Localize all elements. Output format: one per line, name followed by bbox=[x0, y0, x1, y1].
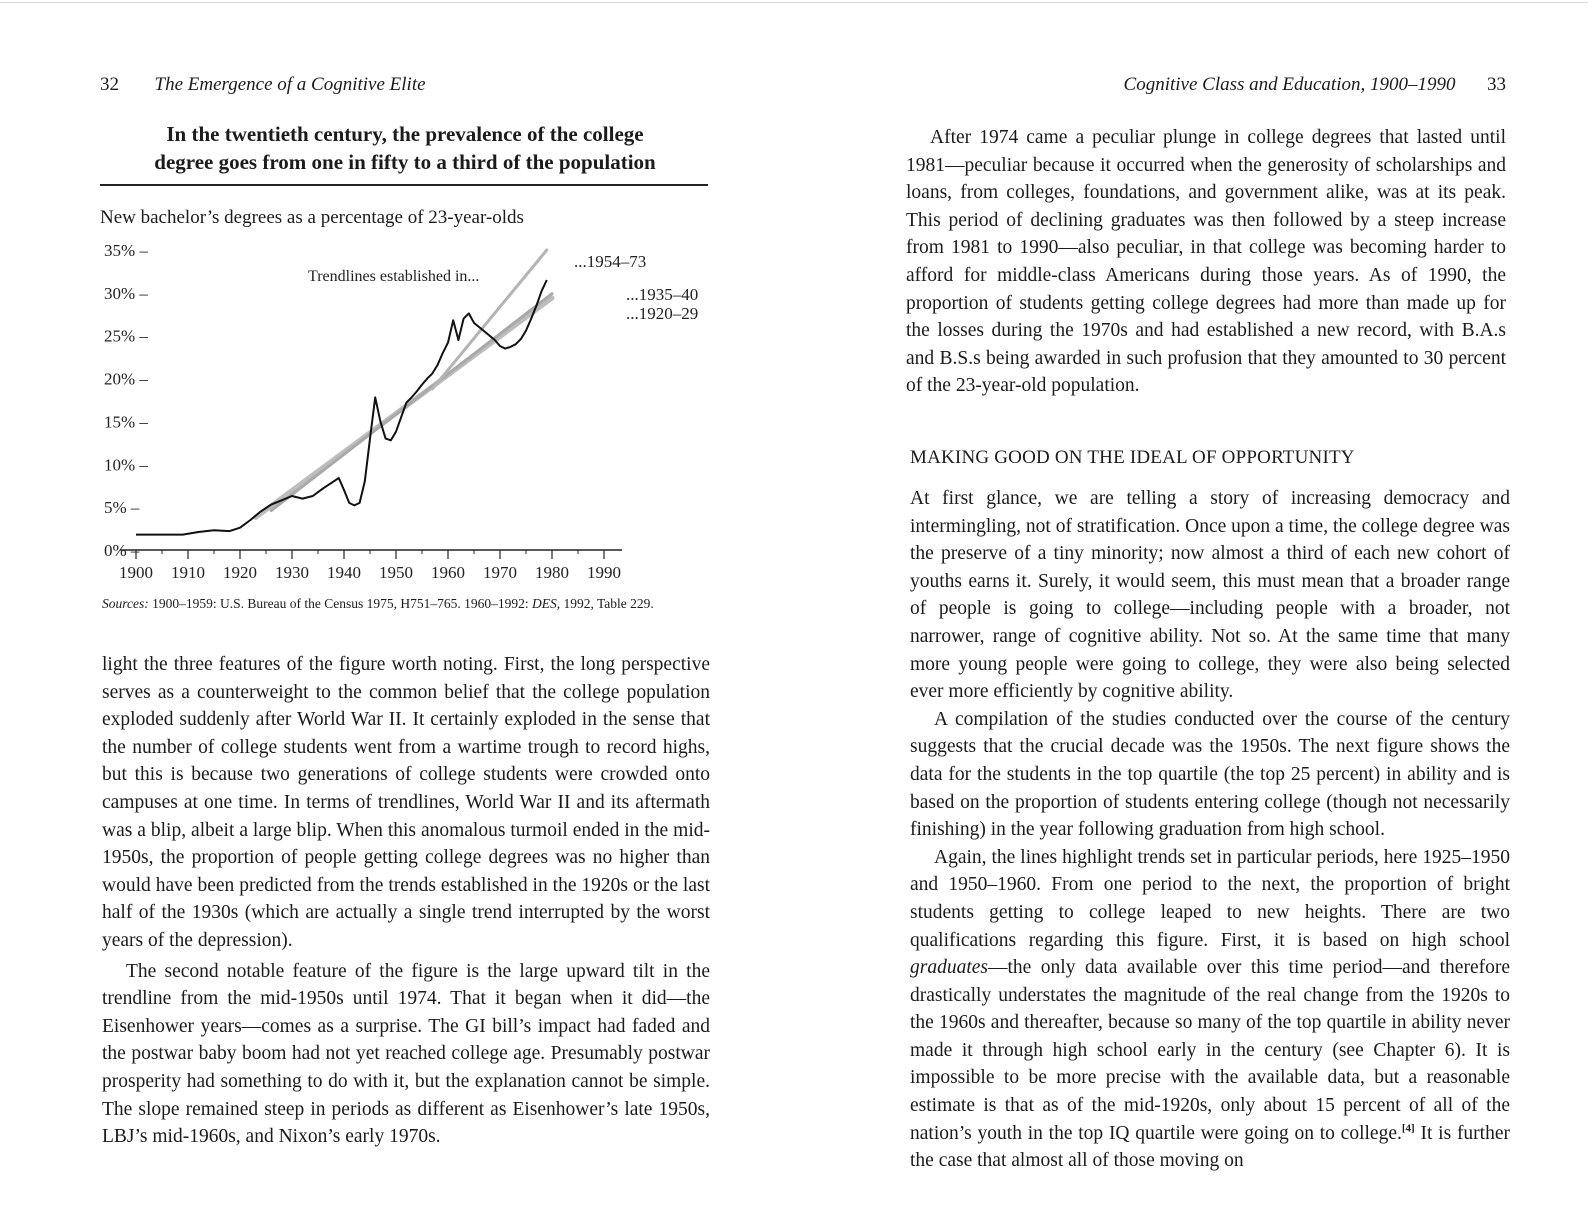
figure-caption: New bachelor’s degrees as a percentage of 23-year-olds bbox=[100, 207, 524, 228]
x-axis bbox=[119, 550, 622, 582]
left-page-number: 32 bbox=[100, 74, 119, 95]
paragraph bbox=[910, 844, 1510, 1175]
y-tick-label: 30% – bbox=[104, 283, 148, 303]
right-running-head bbox=[1124, 72, 1506, 98]
sources-text: 1900–1959: U.S. Bureau of the Census 1975, H751–765. 1960–1992: bbox=[148, 596, 532, 611]
paragraph: After 1974 came a peculiar plunge in college degrees that lasted until 1981—peculiar because it occurred when the generosity of scholarships and loans, from colleges, foundations, and government alike, was at its peak. This period of declining graduates was then followed by a steep increase from 1981 to 1990—also peculiar, in that college was becoming harder to afford for middle-class Americans during those years. As of 1990, the proportion of students getting college degrees had more than made up for the losses during the 1970s and had established a new record, with B.A.s and B.S.s being awarded in such profusion that they amounted to 30 percent of the 23-year-old population. bbox=[906, 127, 1506, 397]
paragraph: A compilation of the studies conducted over the course of the century suggests that the crucial decade was the 1950s. The next figure shows the data for the students in the top quartile (the top 25 percent) in ability and is based on the proportion of students entering college (though not necessarily finishing) in the year following graduation from high school. bbox=[910, 708, 1510, 841]
y-tick-label: 20% – bbox=[104, 369, 148, 389]
left-page bbox=[0, 0, 790, 1228]
chart-annotations bbox=[308, 252, 698, 323]
degrees-line-chart bbox=[96, 232, 716, 588]
left-running-head bbox=[100, 72, 426, 98]
y-tick-label: 10% – bbox=[104, 455, 148, 475]
left-body-text bbox=[102, 651, 710, 1151]
y-tick-label: 35% – bbox=[104, 241, 148, 260]
x-tick-label: 1930 bbox=[275, 563, 309, 582]
section-heading: MAKING GOOD ON THE IDEAL OF OPPORTUNITY bbox=[910, 447, 1355, 468]
left-running-title: The Emergence of a Cognitive Elite bbox=[154, 74, 426, 95]
figure-sources bbox=[102, 594, 712, 613]
trend-label-1954-73: ...1954–73 bbox=[574, 252, 647, 271]
y-axis-labels bbox=[104, 241, 148, 560]
x-tick-label: 1960 bbox=[431, 563, 465, 582]
data-series bbox=[136, 280, 547, 535]
right-running-title: Cognitive Class and Education, 1900–1990 bbox=[1123, 74, 1456, 95]
paragraph: The second notable feature of the figure is the large upward tilt in the trendline from the mid-1950s until 1974. That it began when it did—the Eisenhower years—comes as a surprise. The GI bill’s impact had faded and the postwar baby boom had not yet reached college age. Presumably postwar prosperity had something to do with it, but the explanation cannot be simple. The slope remained steep in periods as different as Eisenhower’s late 1950s, LBJ’s mid-1960s, and Nixon’s early 1970s. bbox=[102, 960, 710, 1148]
figure-rule bbox=[100, 184, 708, 186]
y-tick-label: 25% – bbox=[104, 326, 148, 346]
right-page-number: 33 bbox=[1487, 74, 1506, 95]
right-body-text bbox=[910, 485, 1510, 1175]
paragraph-text: Again, the lines highlight trends set in particular periods, here 1925–1950 and 1950–1960. From one period to the next, the proportion of bright students getting to college leaped to new heights. There are two qualifications regarding this figure. First, it is based on high school bbox=[910, 846, 1510, 951]
x-tick-label: 1940 bbox=[327, 563, 361, 582]
paragraph-text: —the only data available over this time period—and therefore drastically understates the magnitude of the real change from the 1920s to the 1960s and thereafter, because so many of the top quartile in ability never made it through high school early in the century (see Chapter 6). It is impossible to be more precise with the available data, but a reasonable estimate is that as of the mid-1920s, only about 15 percent of all of the nation’s youth in the top IQ quartile were going on to college. bbox=[910, 957, 1510, 1144]
paragraph-text: It is further the case that almost all of those moving on bbox=[910, 1122, 1510, 1172]
x-tick-label: 1970 bbox=[483, 563, 517, 582]
sources-tail: 1992, Table 229. bbox=[560, 596, 654, 611]
y-tick-label: 0% – bbox=[104, 541, 140, 560]
right-body-text-top bbox=[906, 124, 1506, 400]
sources-label: Sources: bbox=[102, 596, 149, 611]
paragraph: light the three features of the figure worth noting. First, the long perspective serves as a counterweight to the common belief that the college population exploded suddenly after World War II. It certainly exploded in the sense that the number of college students went from a wartime trough to record highs, but this is because two generations of college students were crowded onto campuses at one time. In terms of trendlines, World War II and its aftermath was a blip, albeit a large blip. When this anomalous turmoil ended in the mid-1950s, the proportion of people getting college degrees was no higher than would have been predicted from the trends established in the 1920s or the last half of the 1930s (which are actually a single trend interrupted by the worst years of the depression). bbox=[102, 654, 710, 951]
y-tick-label: 15% – bbox=[104, 412, 148, 432]
x-tick-label: 1980 bbox=[535, 563, 569, 582]
trend-header-label: Trendlines established in... bbox=[308, 268, 480, 285]
trendline-193540 bbox=[271, 294, 552, 511]
figure-title-line: degree goes from one in fifty to a third of the population bbox=[154, 150, 656, 174]
series-line bbox=[136, 280, 547, 535]
paragraph: At first glance, we are telling a story of increasing democracy and intermingling, not of stratification. Once upon a time, the college degree was the preserve of a tiny minority; now almost a third of each new cohort of youths earns it. Surely, it would seem, this must mean that a broader range of people is going to college—including people with a broader, not narrower, range of cognitive ability. Not so. At the same time that many more young people were going to college, they were also being selected ever more efficiently by cognitive ability. bbox=[910, 488, 1510, 703]
x-tick-label: 1900 bbox=[119, 563, 153, 582]
x-tick-label: 1990 bbox=[587, 563, 621, 582]
footnote-marker[interactable]: [4] bbox=[1401, 1122, 1415, 1135]
trendlines bbox=[256, 250, 552, 517]
x-tick-label: 1920 bbox=[223, 563, 257, 582]
paragraph-italic: graduates bbox=[910, 957, 988, 979]
figure-title bbox=[100, 120, 710, 176]
trend-label-1920-29: ...1920–29 bbox=[626, 304, 699, 323]
x-tick-label: 1950 bbox=[379, 563, 413, 582]
y-tick-label: 5% – bbox=[104, 498, 140, 518]
trend-label-1935-40: ...1935–40 bbox=[626, 285, 699, 304]
x-tick-label: 1910 bbox=[171, 563, 205, 582]
right-page bbox=[790, 0, 1588, 1228]
figure-title-line: In the twentieth century, the prevalence of the college bbox=[166, 122, 644, 146]
sources-italic: DES, bbox=[531, 596, 561, 611]
